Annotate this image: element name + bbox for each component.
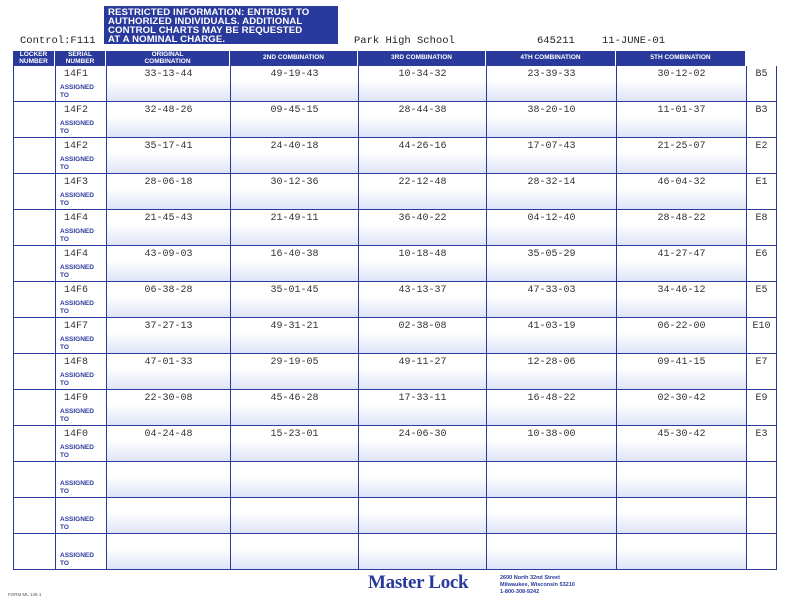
combination-cell: 41-27-47 [616, 246, 746, 282]
locker-number-cell [13, 102, 55, 138]
combination-cell [616, 498, 746, 534]
combination-cell: 35-01-45 [230, 282, 358, 318]
locker-code-cell: E3 [746, 426, 777, 462]
combination-cell: 47-01-33 [106, 354, 230, 390]
locker-code-cell: B3 [746, 102, 777, 138]
assigned-to-label: ASSIGNED TO [60, 84, 94, 99]
combination-cell [230, 462, 358, 498]
combination-cell: 24-40-18 [230, 138, 358, 174]
combination-cell: 45-30-42 [616, 426, 746, 462]
combination-cell: 02-38-08 [358, 318, 486, 354]
serial-cell [55, 138, 106, 174]
chart-code: 645211 [537, 35, 575, 47]
assigned-to-label: ASSIGNED TO [60, 300, 94, 315]
combination-cell: 17-33-11 [358, 390, 486, 426]
combination-cell: 36-40-22 [358, 210, 486, 246]
combination-cell: 49-19-43 [230, 66, 358, 102]
serial-cell [55, 210, 106, 246]
serial-number: 14F9 [64, 393, 89, 404]
serial-number: 14F7 [64, 321, 89, 332]
combination-cell [230, 498, 358, 534]
locker-code-cell: B5 [746, 66, 777, 102]
combination-cell: 09-41-15 [616, 354, 746, 390]
locker-code-cell: E5 [746, 282, 777, 318]
locker-number-cell [13, 534, 55, 570]
assigned-to-label: ASSIGNED TO [60, 156, 94, 171]
locker-code-cell [746, 498, 777, 534]
combination-cell: 49-31-21 [230, 318, 358, 354]
serial-number: 14F6 [64, 285, 89, 296]
serial-cell [55, 66, 106, 102]
locker-number-cell [13, 138, 55, 174]
locker-number-cell [13, 318, 55, 354]
company-address: 2600 North 32nd Street Milwaukee, Wisconsin 53210 1-800-308-9242 [500, 575, 575, 595]
combination-cell: 21-25-07 [616, 138, 746, 174]
combination-cell [486, 462, 616, 498]
header-original-combination: ORIGINAL COMBINATION [106, 51, 230, 66]
combination-cell: 28-44-38 [358, 102, 486, 138]
locker-code-cell: E6 [746, 246, 777, 282]
locker-number-cell [13, 354, 55, 390]
locker-code-cell [746, 462, 777, 498]
combination-cell [106, 534, 230, 570]
combination-cell: 04-12-40 [486, 210, 616, 246]
locker-code-cell [746, 534, 777, 570]
combination-cell: 21-49-11 [230, 210, 358, 246]
assigned-to-label: ASSIGNED TO [60, 192, 94, 207]
chart-date: 11-JUNE-01 [602, 35, 666, 47]
control-id: Control:F111 [20, 35, 96, 47]
locker-number-cell [13, 210, 55, 246]
combination-cell: 30-12-36 [230, 174, 358, 210]
combination-cell: 09-45-15 [230, 102, 358, 138]
locker-code-cell: E8 [746, 210, 777, 246]
combination-cell: 06-38-28 [106, 282, 230, 318]
combination-cell: 06-22-00 [616, 318, 746, 354]
serial-number: 14F8 [64, 357, 89, 368]
serial-number: 14F4 [64, 213, 89, 224]
combination-cell: 22-30-08 [106, 390, 230, 426]
combination-cell: 16-40-38 [230, 246, 358, 282]
combination-cell: 45-46-28 [230, 390, 358, 426]
assigned-to-label: ASSIGNED TO [60, 408, 94, 423]
assigned-to-label: ASSIGNED TO [60, 444, 94, 459]
locker-code-cell: E1 [746, 174, 777, 210]
locker-code-cell: E2 [746, 138, 777, 174]
combination-cell: 23-39-33 [486, 66, 616, 102]
locker-number-cell [13, 462, 55, 498]
locker-number-cell [13, 66, 55, 102]
combination-cell: 21-45-43 [106, 210, 230, 246]
notice-line: RESTRICTED INFORMATION: ENTRUST TO [108, 7, 310, 18]
assigned-to-label: ASSIGNED TO [60, 516, 94, 531]
serial-cell [55, 354, 106, 390]
header-serial-number: SERIAL NUMBER [55, 51, 106, 66]
serial-cell [55, 462, 106, 498]
combination-cell: 43-09-03 [106, 246, 230, 282]
serial-number: 14F4 [64, 249, 89, 260]
form-number: FORM ML 145-1 [8, 592, 42, 597]
school-name: Park High School [354, 35, 455, 47]
combination-cell: 02-30-42 [616, 390, 746, 426]
combination-cell: 37-27-13 [106, 318, 230, 354]
combination-cell: 17-07-43 [486, 138, 616, 174]
master-lock-logo: Master Lock [368, 572, 469, 593]
combination-cell: 44-26-16 [358, 138, 486, 174]
assigned-to-label: ASSIGNED TO [60, 552, 94, 567]
combination-cell: 12-28-06 [486, 354, 616, 390]
combination-cell: 46-04-32 [616, 174, 746, 210]
combination-cell [616, 462, 746, 498]
assigned-to-label: ASSIGNED TO [60, 372, 94, 387]
combination-cell: 33-13-44 [106, 66, 230, 102]
header-2nd-combination: 2ND COMBINATION [230, 51, 358, 66]
combination-chart [13, 51, 777, 570]
serial-number: 14F1 [64, 69, 89, 80]
locker-code-cell: E9 [746, 390, 777, 426]
combination-cell: 35-17-41 [106, 138, 230, 174]
serial-number: 14F0 [64, 429, 89, 440]
notice-line: CONTROL CHARTS MAY BE REQUESTED [108, 25, 303, 36]
locker-number-cell [13, 426, 55, 462]
combination-cell: 15-23-01 [230, 426, 358, 462]
serial-cell [55, 498, 106, 534]
assigned-to-label: ASSIGNED TO [60, 228, 94, 243]
combination-cell: 49-11-27 [358, 354, 486, 390]
combination-cell: 28-06-18 [106, 174, 230, 210]
combination-cell: 10-38-00 [486, 426, 616, 462]
combination-cell: 28-32-14 [486, 174, 616, 210]
combination-cell [486, 534, 616, 570]
restricted-notice [104, 6, 338, 44]
combination-cell: 10-18-48 [358, 246, 486, 282]
serial-cell [55, 534, 106, 570]
combination-cell [106, 462, 230, 498]
combination-cell: 28-48-22 [616, 210, 746, 246]
combination-cell: 04-24-48 [106, 426, 230, 462]
combination-cell: 35-05-29 [486, 246, 616, 282]
locker-code-cell: E10 [746, 318, 777, 354]
assigned-to-label: ASSIGNED TO [60, 336, 94, 351]
locker-number-cell [13, 498, 55, 534]
combination-cell [616, 534, 746, 570]
combination-cell: 29-19-05 [230, 354, 358, 390]
combination-cell: 32-48-26 [106, 102, 230, 138]
combination-cell [106, 498, 230, 534]
notice-line: AT A NOMINAL CHARGE. [108, 34, 226, 45]
combination-cell [358, 498, 486, 534]
serial-cell [55, 426, 106, 462]
header-locker-number: LOCKER NUMBER [13, 51, 55, 66]
combination-cell [358, 462, 486, 498]
locker-number-cell [13, 282, 55, 318]
serial-cell [55, 174, 106, 210]
header-5th-combination: 5TH COMBINATION [616, 51, 746, 66]
combination-cell [358, 534, 486, 570]
combination-cell: 38-20-10 [486, 102, 616, 138]
combination-cell: 24-06-30 [358, 426, 486, 462]
serial-number: 14F3 [64, 177, 89, 188]
combination-cell: 30-12-02 [616, 66, 746, 102]
combination-cell: 10-34-32 [358, 66, 486, 102]
serial-cell [55, 102, 106, 138]
serial-cell [55, 246, 106, 282]
serial-number: 14F2 [64, 105, 89, 116]
notice-line: AUTHORIZED INDIVIDUALS. ADDITIONAL [108, 16, 303, 27]
combination-cell: 16-48-22 [486, 390, 616, 426]
combination-cell: 47-33-03 [486, 282, 616, 318]
serial-number: 14F2 [64, 141, 89, 152]
assigned-to-label: ASSIGNED TO [60, 480, 94, 495]
assigned-to-label: ASSIGNED TO [60, 264, 94, 279]
locker-number-cell [13, 246, 55, 282]
serial-cell [55, 390, 106, 426]
combination-cell [230, 534, 358, 570]
combination-cell: 41-03-19 [486, 318, 616, 354]
header-3rd-combination: 3RD COMBINATION [358, 51, 486, 66]
serial-cell [55, 282, 106, 318]
assigned-to-label: ASSIGNED TO [60, 120, 94, 135]
combination-cell: 43-13-37 [358, 282, 486, 318]
locker-number-cell [13, 174, 55, 210]
header-4th-combination: 4TH COMBINATION [486, 51, 616, 66]
locker-number-cell [13, 390, 55, 426]
combination-cell: 34-46-12 [616, 282, 746, 318]
combination-cell [486, 498, 616, 534]
locker-code-cell: E7 [746, 354, 777, 390]
combination-cell: 22-12-48 [358, 174, 486, 210]
header-blank [746, 51, 777, 66]
combination-cell: 11-01-37 [616, 102, 746, 138]
serial-cell [55, 318, 106, 354]
